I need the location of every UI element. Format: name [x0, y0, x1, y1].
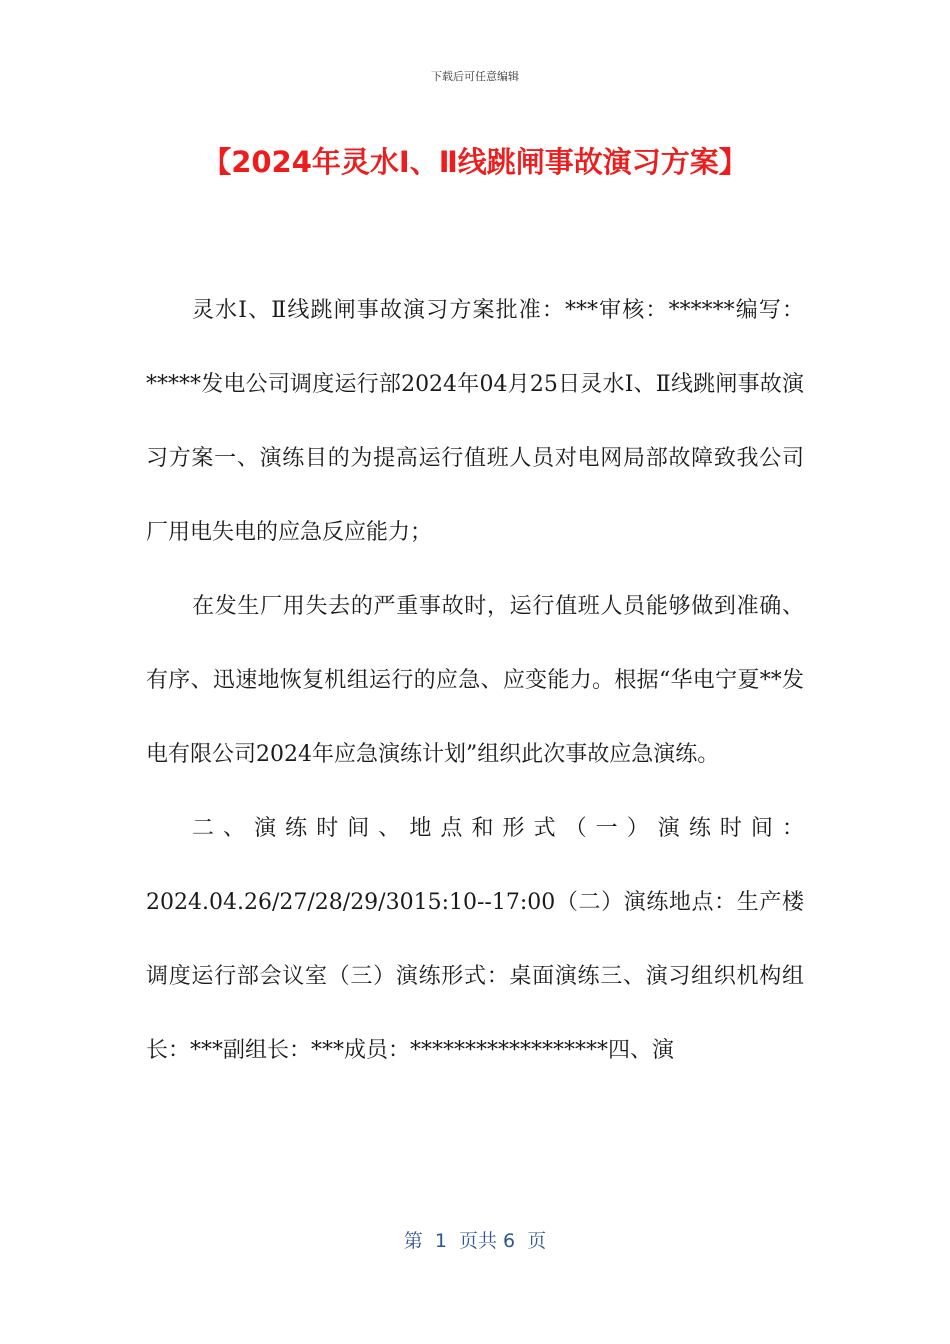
- paragraph: 二、演练时间、地点和形式（一）演练时间：2024.04.26/27/28/29/3015:10--17:00（二）演练地点：生产楼调度运行部会议室（三）演练形式：桌面演练三、演习组织机构组长：***副组长：***成员：******************四、演: [146, 816, 804, 1063]
- document-title: 【2024年灵水Ⅰ、Ⅱ线跳闸事故演习方案】: [202, 145, 748, 179]
- header-note: 下载后可任意编辑: [431, 70, 519, 83]
- paragraph: 灵水Ⅰ、Ⅱ线跳闸事故演习方案批准：***审核：******编写：*****发电公司调度运行部2024年04月25日灵水Ⅰ、Ⅱ线跳闸事故演习方案一、演练目的为提高运行值班人员对电网局部故障致我公司厂用电失电的应急反应能力；: [146, 298, 804, 545]
- document-body: [146, 274, 804, 1088]
- page-number-footer: 第 1 页共 6 页: [403, 1230, 547, 1252]
- paragraph: 在发生厂用失去的严重事故时，运行值班人员能够做到准确、有序、迅速地恢复机组运行的应急、应变能力。根据“华电宁夏**发电有限公司2024年应急演练计划”组织此次事故应急演练。: [146, 594, 804, 767]
